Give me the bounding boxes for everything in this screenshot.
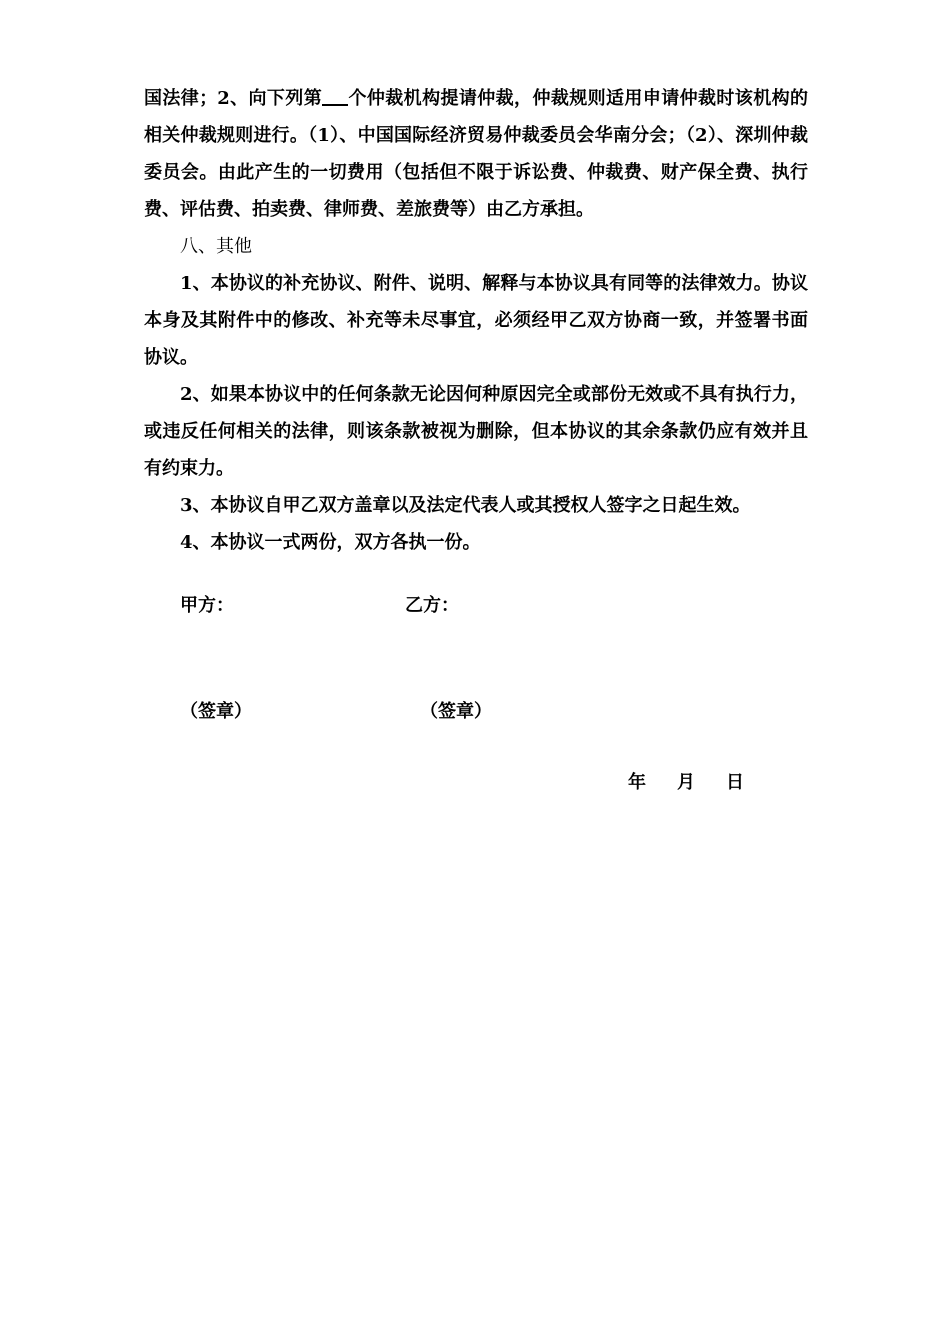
section-8-heading: 八、其他: [180, 236, 252, 257]
clause-7-text-part1: 国法律；2、向下列第: [144, 88, 323, 109]
section-8-item-2: 2、如果本协议中的任何条款无论因何种原因完全或部份无效或不具有执行力，或违反任何相关的法律，则该条款被视为删除，但本协议的其余条款仍应有效并且有约束力。: [144, 384, 808, 479]
document-body: [144, 80, 808, 561]
clause-7-text-part2: 个仲裁机构提请仲裁，仲裁规则适用申请仲裁时该机构的相关仲裁规则进行。（1）、中国国际经济贸易仲裁委员会华南分会；（2）、深圳仲裁委员会。由此产生的一切费用（包括但不限于诉讼费、仲裁费、财产保全费、执行费、评估费、拍卖费、律师费、差旅费等）由乙方承担。: [144, 88, 808, 220]
party-b-seal-label: （签章）: [420, 701, 492, 722]
blank-line: [322, 88, 348, 106]
party-b-label: 乙方：: [405, 595, 459, 616]
date-month-label: 月: [677, 772, 695, 793]
section-8-item-4: 4、本协议一式两份，双方各执一份。: [180, 532, 481, 553]
clause-7-continuation: [144, 80, 808, 228]
date-year-label: 年: [628, 772, 646, 793]
party-a-seal-label: （签章）: [180, 701, 252, 722]
section-8-item-1: 1、本协议的补充协议、附件、说明、解释与本协议具有同等的法律效力。协议本身及其附件中的修改、补充等未尽事宜，必须经甲乙双方协商一致，并签署书面协议。: [144, 273, 808, 368]
signing-date: [628, 771, 744, 795]
section-8-item-3: 3、本协议自甲乙双方盖章以及法定代表人或其授权人签字之日起生效。: [180, 495, 751, 516]
date-day-label: 日: [726, 772, 744, 793]
party-a-label: 甲方：: [180, 595, 234, 616]
